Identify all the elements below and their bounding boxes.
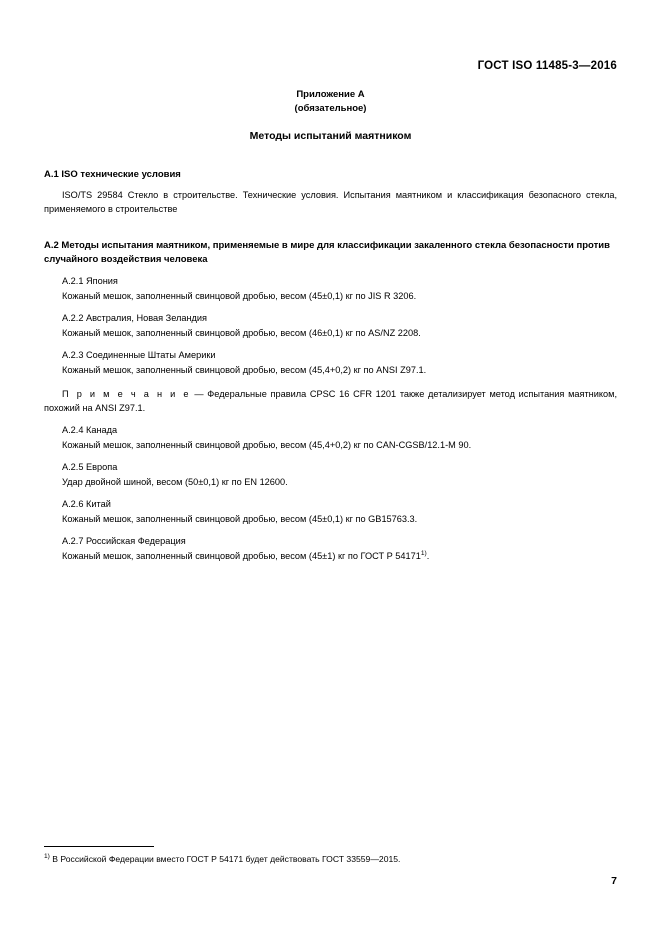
section-heading-a2: А.2 Методы испытания маятником, применяемые в мире для классификации закаленного стекла безопасности против случайного воздействия человека [44, 239, 610, 265]
annex-label: Приложение А [296, 89, 365, 100]
footnote-area [44, 846, 617, 865]
note-text: — Федеральные правила CPSC 16 CFR 1201 также детализирует метод испытания маятником, похожий на ANSI Z97.1. [44, 389, 617, 414]
note-block [44, 388, 617, 416]
item-text-a26: Кожаный мешок, заполненный свинцовой дробью, весом (45±0,1) кг по GB15763.3. [62, 514, 418, 525]
item-title-a24: А.2.4 Канада [62, 425, 118, 436]
footnote-divider [44, 846, 154, 847]
item-text-a24: Кожаный мешок, заполненный свинцовой дробью, весом (45,4+0,2) кг по CAN-CGSB/12.1-М 90. [62, 440, 472, 451]
footnote-marker: 1) [44, 853, 50, 861]
note-label: П р и м е ч а н и е [62, 389, 191, 400]
item-text-a27-before: Кожаный мешок, заполненный свинцовой дробью, весом (45±1) кг по ГОСТ Р 54171 [62, 551, 421, 562]
footnote [44, 853, 617, 865]
item-title-a22: А.2.2 Австралия, Новая Зеландия [62, 313, 208, 324]
section-heading-a1: А.1 ISO технические условия [44, 168, 181, 180]
item-text-a22: Кожаный мешок, заполненный свинцовой дробью, весом (46±0,1) кг по AS/NZ 2208. [62, 328, 421, 339]
item-text-a27 [44, 550, 617, 564]
footnote-body: В Российской Федерации вместо ГОСТ Р 54171 будет действовать ГОСТ 33559—2015. [49, 853, 401, 864]
page-number: 7 [611, 875, 617, 887]
annex-subtitle: (обязательное) [294, 102, 367, 114]
item-title-a21: А.2.1 Япония [62, 276, 118, 287]
document-body [44, 88, 617, 564]
annex-title: Методы испытаний маятником [249, 129, 412, 142]
item-title-a25: А.2.5 Европа [62, 462, 118, 473]
section-paragraph-a1: ISO/TS 29584 Стекло в строительстве. Технические условия. Испытания маятником и классификация безопасного стекла, применяемого в строительстве [44, 189, 617, 214]
item-title-a27: А.2.7 Российская Федерация [62, 536, 186, 547]
item-text-a23: Кожаный мешок, заполненный свинцовой дробью, весом (45,4+0,2) кг по ANSI Z97.1. [62, 365, 427, 376]
footnote-marker-inline: 1) [420, 549, 427, 557]
item-text-a21: Кожаный мешок, заполненный свинцовой дробью, весом (45±0,1) кг по JIS R 3206. [62, 291, 417, 302]
item-title-a26: А.2.6 Китай [62, 499, 111, 510]
document-header: ГОСТ ISO 11485-3—2016 [477, 60, 617, 72]
item-title-a23: А.2.3 Соединенные Штаты Америки [62, 350, 216, 361]
item-text-a27-after: . [426, 551, 430, 562]
item-text-a25: Удар двойной шиной, весом (50±0,1) кг по EN 12600. [62, 477, 288, 488]
